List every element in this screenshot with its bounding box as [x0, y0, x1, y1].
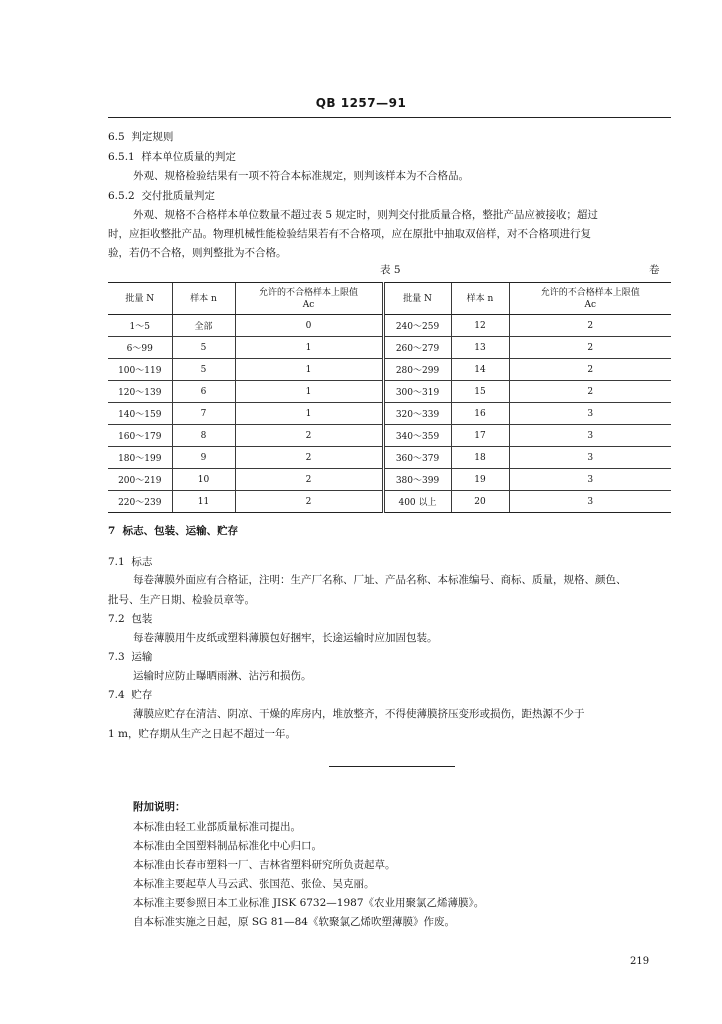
- batch-cell-2: 280～299: [383, 359, 451, 381]
- page-number: 219: [630, 956, 650, 967]
- header-allow2-line2: Ac: [584, 299, 597, 310]
- sample-cell: 5: [172, 359, 235, 381]
- table-title: 表 5: [380, 264, 401, 276]
- table-row: [108, 447, 671, 469]
- section-7-2-text: 每卷薄膜用牛皮纸或塑料薄膜包好捆牢，长途运输时应加固包装。: [133, 632, 438, 644]
- allow-cell: 2: [235, 491, 383, 513]
- allow-cell: 1: [235, 359, 383, 381]
- sample-cell: 5: [172, 337, 235, 359]
- allow-cell-2: 3: [509, 447, 671, 469]
- allow-cell: 1: [235, 381, 383, 403]
- section-7-4-line-1: 薄膜应贮存在清洁、阴凉、干燥的库房内，堆放整齐，不得使薄膜挤压变形或损伤，距热源不少于: [133, 708, 585, 720]
- batch-cell: 200～219: [108, 469, 172, 491]
- batch-cell-2: 380～399: [383, 469, 451, 491]
- table-row: [108, 403, 671, 425]
- sample-cell-2: 18: [451, 447, 509, 469]
- sample-cell-2: 19: [451, 469, 509, 491]
- table-row: [108, 315, 671, 337]
- table-row: [108, 469, 671, 491]
- batch-cell-2: 360～379: [383, 447, 451, 469]
- sample-cell-2: 17: [451, 425, 509, 447]
- section-number: 7: [108, 525, 116, 537]
- allow-cell: 1: [235, 337, 383, 359]
- table-row: [108, 381, 671, 403]
- sample-cell-2: 20: [451, 491, 509, 513]
- allow-cell: 2: [235, 447, 383, 469]
- sample-cell: 8: [172, 425, 235, 447]
- section-number: 6.5.2: [108, 190, 135, 202]
- section-number: 7.4: [108, 689, 125, 701]
- notes-line-2: 本标准由全国塑料制品标准化中心归口。: [133, 840, 322, 852]
- section-number: 6.5: [108, 131, 125, 143]
- sample-cell: 6: [172, 381, 235, 403]
- notes-line-3: 本标准由长春市塑料一厂、吉林省塑料研究所负责起草。: [133, 859, 396, 871]
- batch-cell-2: 400 以上: [383, 491, 451, 513]
- sample-cell: 9: [172, 447, 235, 469]
- header-allow-line1: 允许的不合格样本上限值: [258, 287, 358, 298]
- table-row: [108, 337, 671, 359]
- sampling-table: [108, 282, 671, 513]
- header-allow-2: [509, 283, 671, 315]
- batch-cell-2: 300～319: [383, 381, 451, 403]
- sample-cell-2: 15: [451, 381, 509, 403]
- section-7-1-heading: [108, 555, 152, 569]
- table-row: [108, 359, 671, 381]
- batch-cell: 100～119: [108, 359, 172, 381]
- table-row: [108, 491, 671, 513]
- batch-cell: 140～159: [108, 403, 172, 425]
- sample-cell-2: 13: [451, 337, 509, 359]
- section-number: 7.1: [108, 556, 125, 568]
- sample-cell: 全部: [172, 315, 235, 337]
- header-rule: [108, 117, 671, 118]
- header-allow-line2: Ac: [302, 299, 315, 310]
- section-6-5-2-line-1: 外观、规格不合格样本单位数量不超过表 5 规定时，则判交付批质量合格，整批产品应被接收；超过: [133, 209, 598, 221]
- allow-cell-2: 3: [509, 403, 671, 425]
- section-6-5-1-heading: [108, 150, 236, 164]
- batch-cell-2: 320～339: [383, 403, 451, 425]
- section-7-3-text: 运输时应防止曝晒雨淋、沾污和损伤。: [133, 670, 312, 682]
- section-6-5-1-text: 外观、规格检验结果有一项不符合本标准规定，则判该样本为不合格品。: [133, 170, 469, 182]
- section-title: 标志: [131, 556, 153, 568]
- notes-title: 附加说明：: [133, 801, 186, 813]
- notes-line-6: 自本标准实施之日起，原 SG 81—84《软聚氯乙烯吹塑薄膜》作废。: [133, 916, 455, 928]
- allow-cell-2: 3: [509, 491, 671, 513]
- batch-cell: 160～179: [108, 425, 172, 447]
- section-title: 包装: [131, 613, 153, 625]
- section-title: 运输: [131, 651, 153, 663]
- batch-cell-2: 260～279: [383, 337, 451, 359]
- allow-cell-2: 2: [509, 315, 671, 337]
- allow-cell: 2: [235, 425, 383, 447]
- section-6-5-heading: [108, 130, 173, 144]
- section-7-4-line-2: 1 m，贮存期从生产之日起不超过一年。: [108, 728, 296, 740]
- section-6-5-2-line-3: 验，若仍不合格，则判整批为不合格。: [108, 247, 287, 259]
- sample-cell-2: 16: [451, 403, 509, 425]
- sample-cell: 7: [172, 403, 235, 425]
- header-batch: 批量 N: [108, 283, 172, 315]
- section-number: 6.5.1: [108, 151, 135, 163]
- batch-cell-2: 240～259: [383, 315, 451, 337]
- batch-cell: 220～239: [108, 491, 172, 513]
- notes-line-4: 本标准主要起草人马云武、张国范、张俭、吴克丽。: [133, 878, 375, 890]
- allow-cell: 1: [235, 403, 383, 425]
- section-7-1-line-2: 批号、生产日期、检验员章等。: [108, 594, 255, 606]
- sample-cell-2: 14: [451, 359, 509, 381]
- sample-cell: 11: [172, 491, 235, 513]
- header-sample-2: 样本 n: [451, 283, 509, 315]
- header-allow: [235, 283, 383, 315]
- section-6-5-2-line-2: 时，应拒收整批产品。物理机械性能检验结果若有不合格项，应在原批中抽取双倍样，对不合格项进行复: [108, 228, 591, 240]
- table-unit: 卷: [649, 264, 660, 276]
- section-title: 样本单位质量的判定: [141, 151, 236, 163]
- allow-cell-2: 2: [509, 359, 671, 381]
- allow-cell: 2: [235, 469, 383, 491]
- section-7-3-heading: [108, 650, 152, 664]
- allow-cell-2: 3: [509, 425, 671, 447]
- allow-cell: 0: [235, 315, 383, 337]
- batch-cell-2: 340～359: [383, 425, 451, 447]
- table-row: [108, 425, 671, 447]
- section-title: 交付批质量判定: [141, 190, 215, 202]
- section-7-2-heading: [108, 612, 152, 626]
- table-header-row: [108, 283, 671, 315]
- section-7-4-heading: [108, 688, 152, 702]
- page-header: QB 1257—91: [315, 96, 407, 110]
- header-sample: 样本 n: [172, 283, 235, 315]
- header-allow2-line1: 允许的不合格样本上限值: [540, 287, 640, 298]
- table-body: [108, 315, 671, 513]
- section-7-heading: [108, 524, 238, 538]
- batch-cell: 1～5: [108, 315, 172, 337]
- batch-cell: 180～199: [108, 447, 172, 469]
- allow-cell-2: 2: [509, 381, 671, 403]
- notes-line-1: 本标准由轻工业部质量标准司提出。: [133, 821, 301, 833]
- section-6-5-2-heading: [108, 189, 215, 203]
- allow-cell-2: 2: [509, 337, 671, 359]
- section-7-1-line-1: 每卷薄膜外面应有合格证，注明：生产厂名称、厂址、产品名称、本标准编号、商标、质量，规格、颜色、: [133, 574, 627, 586]
- section-title: 标志、包装、运输、贮存: [122, 525, 239, 537]
- section-title: 贮存: [131, 689, 153, 701]
- header-batch-2: 批量 N: [383, 283, 451, 315]
- section-title: 判定规则: [131, 131, 174, 143]
- sample-cell: 10: [172, 469, 235, 491]
- section-number: 7.2: [108, 613, 125, 625]
- allow-cell-2: 3: [509, 469, 671, 491]
- sample-cell-2: 12: [451, 315, 509, 337]
- section-number: 7.3: [108, 651, 125, 663]
- batch-cell: 6～99: [108, 337, 172, 359]
- end-rule: [329, 766, 455, 767]
- batch-cell: 120～139: [108, 381, 172, 403]
- notes-line-5: 本标准主要参照日本工业标准 JISK 6732—1987《农业用聚氯乙烯薄膜》。: [133, 897, 485, 909]
